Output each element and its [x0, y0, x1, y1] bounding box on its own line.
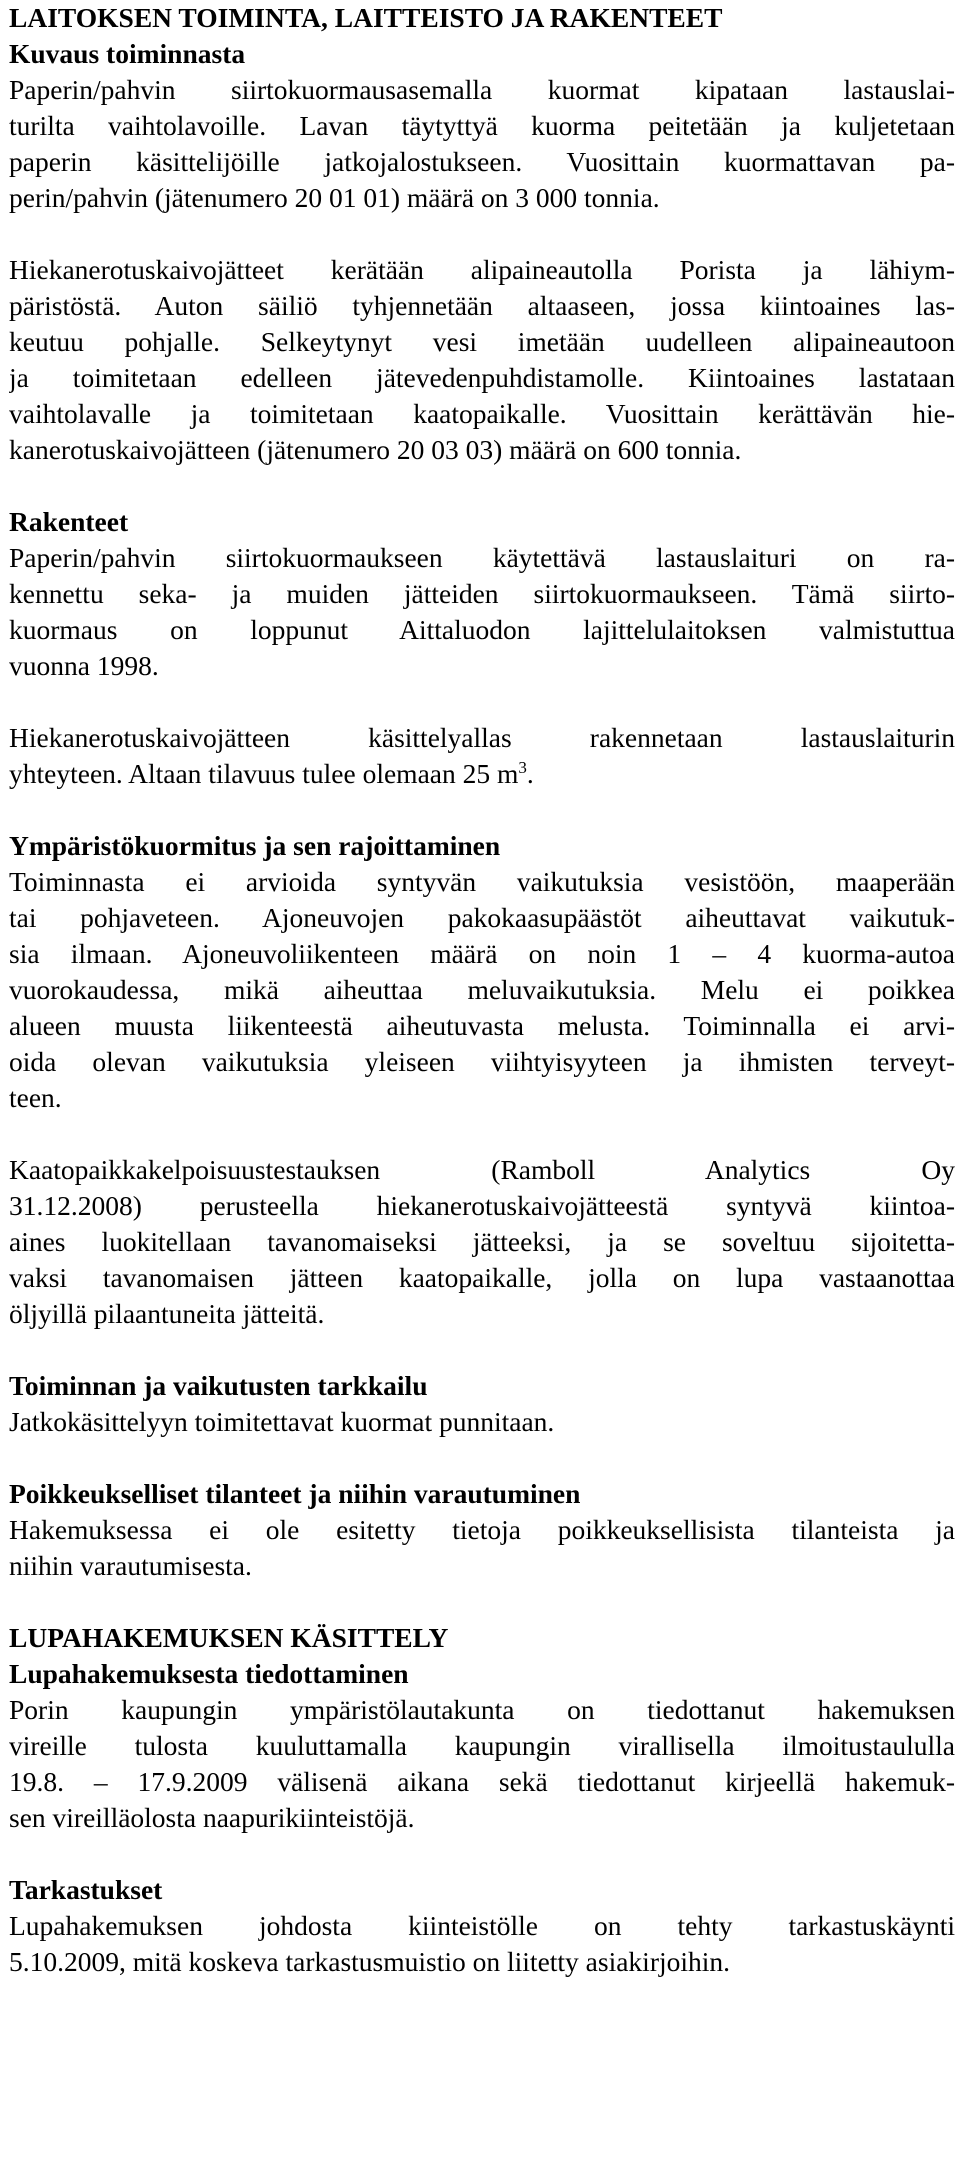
cubic-superscript: 3 [518, 757, 527, 777]
paragraph-line: Toiminnasta ei arvioida syntyvän vaikutuksia vesistöön, maaperään [9, 866, 955, 897]
paragraph-line: päristöstä. Auton säiliö tyhjennetään altaaseen, jossa kiintoaines las- [9, 290, 955, 321]
paragraph-line: Hiekanerotuskaivojätteen käsittelyallas rakennetaan lastauslaiturin [9, 722, 955, 753]
paragraph-line: kuormaus on loppunut Aittaluodon lajittelulaitoksen valmistuttua [9, 614, 955, 645]
paragraph-line: Hakemuksessa ei ole esitetty tietoja poikkeuksellisista tilanteista ja [9, 1514, 955, 1545]
paragraph-line: paperin käsittelijöille jatkojalostukseen. Vuosittain kuormattavan pa- [9, 146, 955, 177]
volume-text: yhteyteen. Altaan tilavuus tulee olemaan 25 m [9, 758, 519, 789]
paragraph-line: 5.10.2009, mitä koskeva tarkastusmuistio on liitetty asiakirjoihin. [9, 1946, 731, 1977]
paragraph-line: oida olevan vaikutuksia yleiseen viihtyisyyteen ja ihmisten terveyt- [9, 1046, 955, 1077]
section-heading-laitoksen-toiminta: LAITOKSEN TOIMINTA, LAITTEISTO JA RAKENTEET [9, 2, 723, 33]
paragraph-line: Porin kaupungin ympäristölautakunta on tiedottanut hakemuksen [9, 1694, 955, 1725]
paragraph-line: alueen muusta liikenteestä aiheutuvasta melusta. Toiminnalla ei arvi- [9, 1010, 955, 1041]
subheading-poikkeukselliset-tilanteet: Poikkeukselliset tilanteet ja niihin varautuminen [9, 1478, 581, 1509]
paragraph-line-volume [9, 756, 955, 792]
paragraph-line: Kaatopaikkakelpoisuustestauksen (Ramboll Analytics Oy [9, 1154, 955, 1185]
section-heading-lupahakemuksen-kasittely: LUPAHAKEMUKSEN KÄSITTELY [9, 1622, 449, 1653]
paragraph-line: kennettu seka- ja muiden jätteiden siirtokuormaukseen. Tämä siirto- [9, 578, 955, 609]
paragraph-line: perin/pahvin (jätenumero 20 01 01) määrä on 3 000 tonnia. [9, 182, 660, 213]
paragraph-line: öljyillä pilaantuneita jätteitä. [9, 1298, 325, 1329]
document-body [9, 0, 955, 1980]
paragraph-line: Paperin/pahvin siirtokuormausasemalla kuormat kipataan lastauslai- [9, 74, 955, 105]
paragraph-line: niihin varautumisesta. [9, 1550, 252, 1581]
subheading-rakenteet: Rakenteet [9, 506, 129, 537]
paragraph-line: sen vireilläolosta naapurikiinteistöjä. [9, 1802, 415, 1833]
paragraph-line: turilta vaihtolavoille. Lavan täytyttyä kuorma peitetään ja kuljetetaan [9, 110, 955, 141]
paragraph-line: 31.12.2008) perusteella hiekanerotuskaivojätteestä syntyvä kiintoa- [9, 1190, 955, 1221]
paragraph-line: vuorokaudessa, mikä aiheuttaa meluvaikutuksia. Melu ei poikkea [9, 974, 955, 1005]
paragraph-line: vaihtolavalle ja toimitetaan kaatopaikalle. Vuosittain kerättävän hie- [9, 398, 955, 429]
paragraph-line: 19.8. – 17.9.2009 välisenä aikana sekä tiedottanut kirjeellä hakemuk- [9, 1766, 955, 1797]
paragraph-line: Hiekanerotuskaivojätteet kerätään alipaineautolla Porista ja lähiym- [9, 254, 955, 285]
paragraph-line: Paperin/pahvin siirtokuormaukseen käytettävä lastauslaituri on ra- [9, 542, 955, 573]
subheading-tiedottaminen: Lupahakemuksesta tiedottaminen [9, 1658, 409, 1689]
paragraph-line: keutuu pohjalle. Selkeytynyt vesi imetään uudelleen alipaineautoon [9, 326, 955, 357]
paragraph-line: ja toimitetaan edelleen jätevedenpuhdistamolle. Kiintoaines lastataan [9, 362, 955, 393]
paragraph-line: tai pohjaveteen. Ajoneuvojen pakokaasupäästöt aiheuttavat vaikutuk- [9, 902, 955, 933]
subheading-tarkastukset: Tarkastukset [9, 1874, 163, 1905]
paragraph-line: vuonna 1998. [9, 650, 159, 681]
subheading-kuvaus-toiminnasta: Kuvaus toiminnasta [9, 38, 246, 69]
subheading-tarkkailu: Toiminnan ja vaikutusten tarkkailu [9, 1370, 428, 1401]
paragraph-line: sia ilmaan. Ajoneuvoliikenteen määrä on noin 1 – 4 kuorma-autoa [9, 938, 955, 969]
paragraph-line: Lupahakemuksen johdosta kiinteistölle on tehty tarkastuskäynti [9, 1910, 955, 1941]
sentence-end: . [526, 758, 534, 789]
paragraph-line: vireille tulosta kuuluttamalla kaupungin virallisella ilmoitustaululla [9, 1730, 955, 1761]
paragraph-line: aines luokitellaan tavanomaiseksi jätteeksi, ja se soveltuu sijoitetta- [9, 1226, 955, 1257]
subheading-ymparistokuormitus: Ympäristökuormitus ja sen rajoittaminen [9, 830, 501, 861]
paragraph-line: vaksi tavanomaisen jätteen kaatopaikalle, jolla on lupa vastaanottaa [9, 1262, 955, 1293]
paragraph-line: teen. [9, 1082, 62, 1113]
paragraph-line: Jatkokäsittelyyn toimitettavat kuormat punnitaan. [9, 1406, 555, 1437]
paragraph-line: kanerotuskaivojätteen (jätenumero 20 03 03) määrä on 600 tonnia. [9, 434, 742, 465]
